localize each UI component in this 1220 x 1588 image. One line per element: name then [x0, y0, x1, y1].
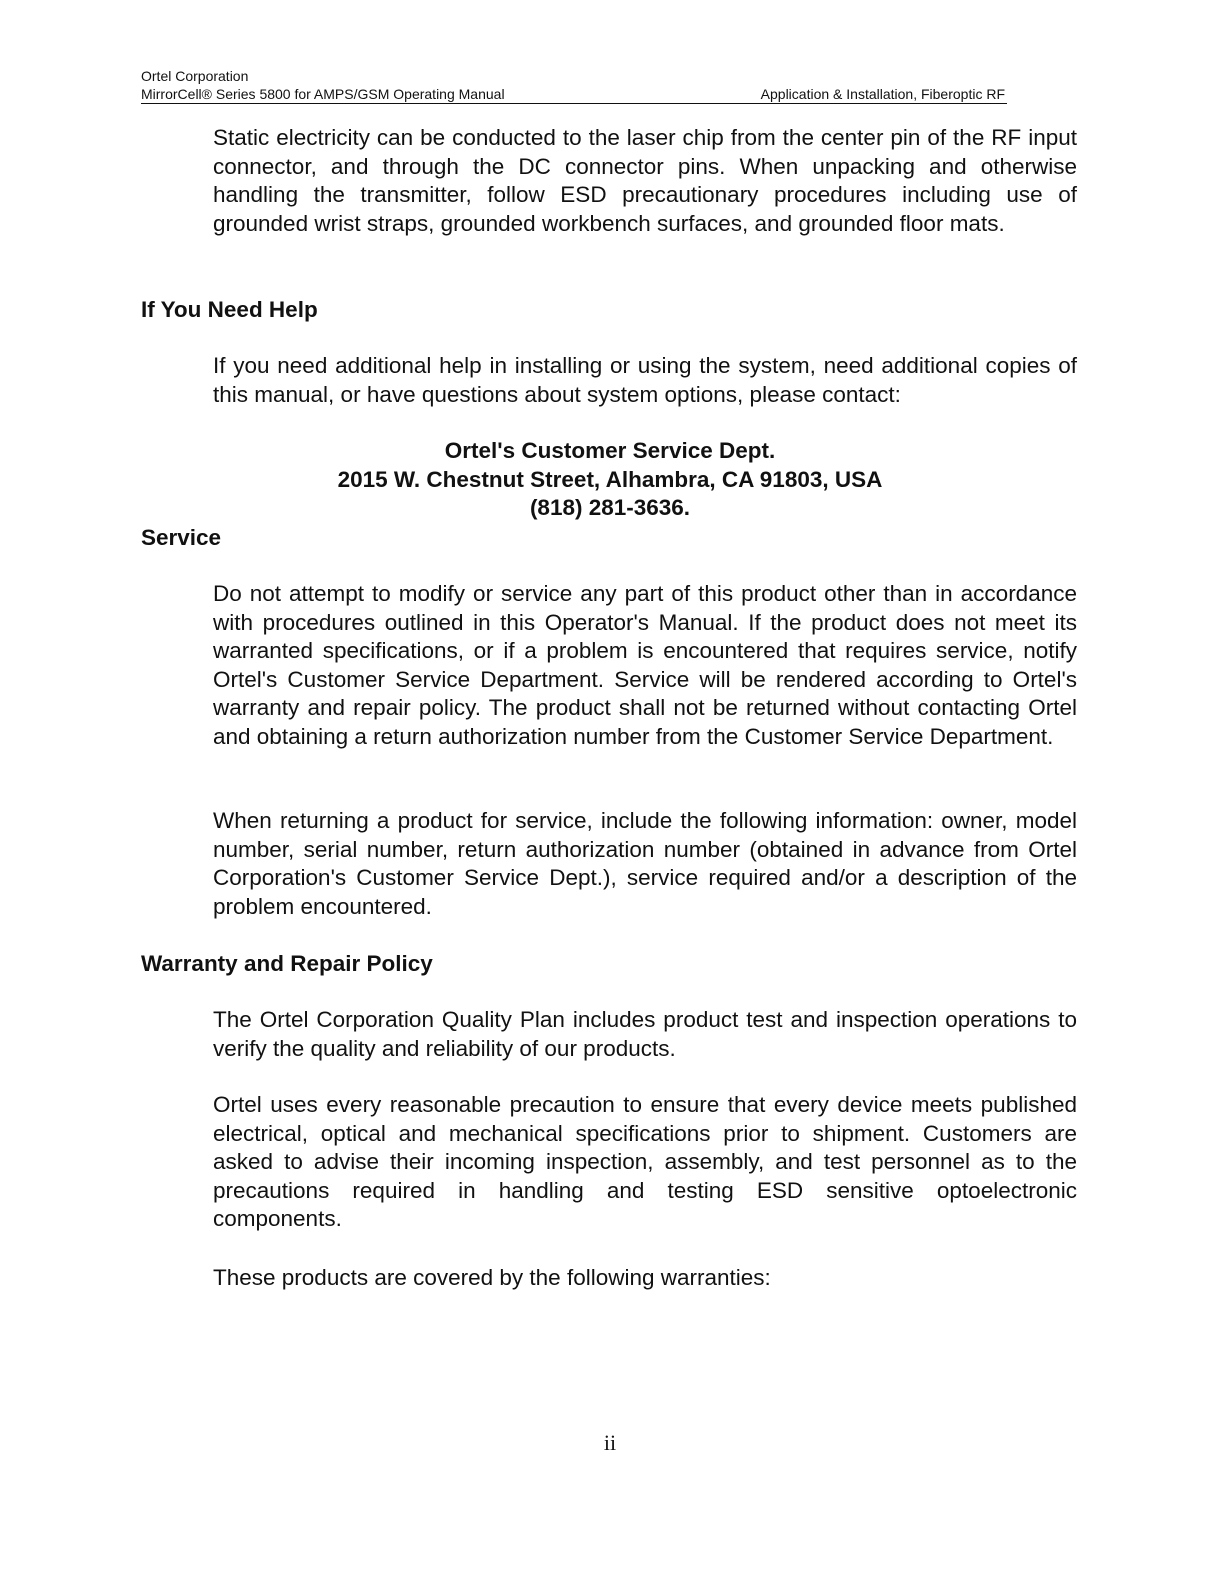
running-header	[141, 86, 1007, 104]
header-company: Ortel Corporation	[141, 68, 249, 84]
contact-name: Ortel's Customer Service Dept.	[444, 438, 776, 463]
esd-paragraph: Static electricity can be conducted to the laser chip from the center pin of the RF input connector, and through the DC connector pins. When unpacking and otherwise handling the transmitter, follow ESD precautionary procedures including use of grounded wrist straps, grounded workbench surfaces, and grounded floor mats.	[213, 125, 1077, 236]
help-heading: If You Need Help	[141, 297, 318, 322]
service-heading: Service	[141, 525, 222, 550]
contact-phone: (818) 281-3636.	[529, 495, 691, 521]
header-manual-title: MirrorCell® Series 5800 for AMPS/GSM Operating Manual	[141, 86, 505, 102]
page-number: ii	[603, 1430, 617, 1455]
contact-address: 2015 W. Chestnut Street, Alhambra, CA 91803, USA	[337, 466, 883, 492]
service-paragraph: Do not attempt to modify or service any part of this product other than in accordance with procedures outlined in this Operator's Manual. If the product does not meet its warranted specifications, or if a problem is encountered that requires service, notify Ortel's Customer Service Department. Service will be rendered according to Ortel's warranty and repair policy. The product shall not be returned without contacting Ortel and obtaining a return authorization number from the Customer Service Department.	[213, 581, 1077, 749]
help-paragraph: If you need additional help in installing or using the system, need additional copies of this manual, or have questions about system options, please contact:	[213, 353, 1077, 407]
header-section-title: Application & Installation, Fiberoptic RF	[760, 86, 1005, 102]
warranty-coverage-paragraph: These products are covered by the following warranties:	[213, 1265, 771, 1290]
warranty-quality-paragraph: The Ortel Corporation Quality Plan includes product test and inspection operations to verify the quality and reliability of our products.	[213, 1007, 1077, 1061]
contact-block	[213, 437, 1007, 523]
warranty-heading: Warranty and Repair Policy	[141, 951, 433, 976]
service-return-paragraph: When returning a product for service, include the following information: owner, model number, serial number, return authorization number (obtained in advance from Ortel Corporation's Customer Service Dept.), service required and/or a description of the problem encountered.	[213, 808, 1077, 919]
warranty-precaution-paragraph: Ortel uses every reasonable precaution to ensure that every device meets published electrical, optical and mechanical specifications prior to shipment. Customers are asked to advise their incoming inspection, assembly, and test personnel as to the precautions required in handling and testing ESD sensitive optoelectronic components.	[213, 1092, 1077, 1232]
